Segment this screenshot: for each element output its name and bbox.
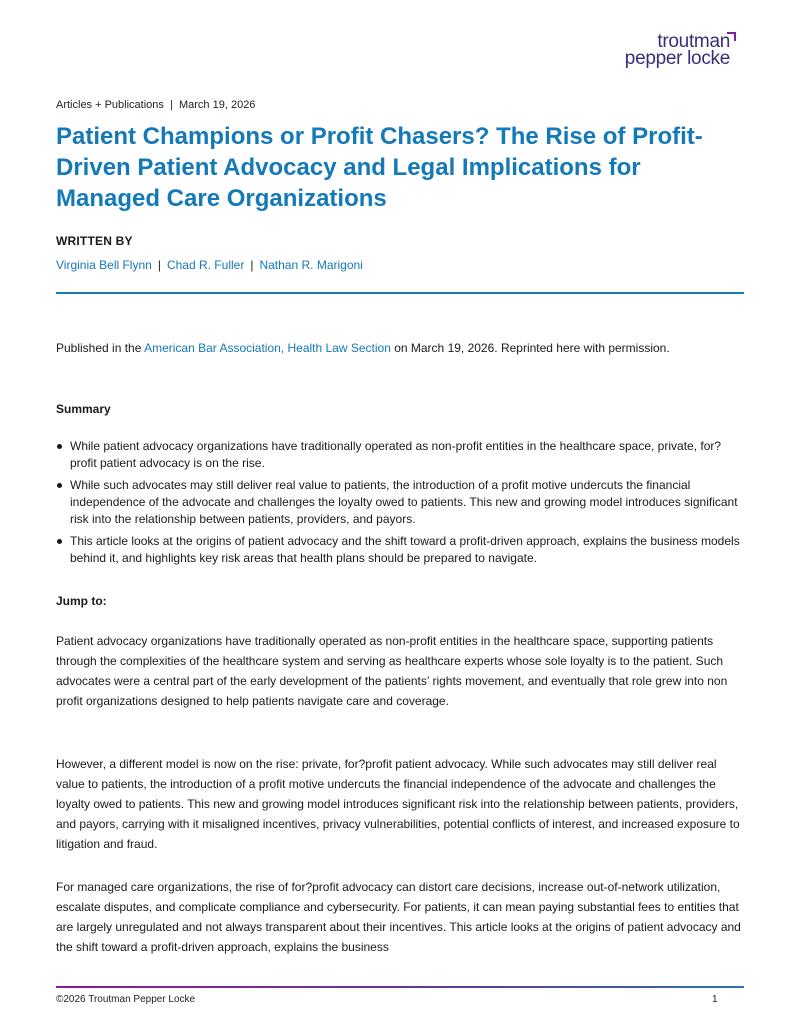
article-meta: Articles + Publications | March 19, 2026 — [56, 99, 256, 111]
header-divider — [56, 292, 744, 294]
author-separator: | — [157, 258, 161, 272]
footer-copyright: ©2026 Troutman Pepper Locke — [56, 994, 196, 1005]
author-separator: | — [250, 258, 254, 272]
summary-list — [56, 438, 746, 567]
author-link[interactable]: Virginia Bell Flynn — [56, 258, 152, 272]
body-paragraph: However, a different model is now on the rise: private, for?profit patient advocacy. While such advocates may still deliver real value to patients, the introduction of a profit motive undercuts the financial independence of the advocate and challenges the loyalty owed to patients. This new and growing model introduces significant risk into the relationship between patients, providers, and payors, carrying with it misaligned incentives, privacy vulnerabilities, potential conflicts of interest, and increased exposure to litigation and fraud. — [56, 757, 740, 851]
footer-divider — [56, 986, 744, 988]
page-number: 1 — [712, 994, 718, 1005]
summary-bullet: While patient advocacy organizations have traditionally operated as non-profit entities in the healthcare space, private, for?profit patient advocacy is on the rise. — [56, 438, 746, 472]
publication-note — [56, 338, 746, 358]
logo-line-2: pepper locke — [624, 48, 730, 69]
publication-link[interactable]: American Bar Association, Health Law Section — [144, 341, 391, 355]
publication-prefix: Published in the — [56, 341, 145, 355]
article-title: Patient Champions or Profit Chasers? The Rise of Profit-Driven Patient Advocacy and Legal Implications for Managed Care Organizations — [56, 123, 703, 212]
author-link[interactable]: Nathan R. Marigoni — [259, 258, 363, 272]
logo-line-1: troutman — [657, 31, 730, 52]
summary-heading: Summary — [56, 402, 111, 416]
jump-to-heading: Jump to: — [56, 594, 107, 608]
body-paragraph: For managed care organizations, the rise of for?profit advocacy can distort care decisions, increase out-of-network utilization, escalate disputes, and complicate compliance and cybersecurity. For patients, it can mean paying substantial fees to entities that are largely unregulated and not always transparent about their incentives. This article looks at the origins of patient advocacy and the shift toward a profit-driven approach, explains the business — [56, 880, 741, 954]
body-paragraph: Patient advocacy organizations have traditionally operated as non-profit entities in the healthcare space, supporting patients through the complexities of the healthcare system and serving as healthcare experts whose sole loyalty is to the patient. Such advocates were a central part of the early development of the patients’ rights movement, and eventually that role grew into non profit organizations designed to help patients navigate care and coverage. — [56, 634, 728, 708]
summary-bullet: While such advocates may still deliver real value to patients, the introduction of a profit motive undercuts the financial independence of the advocate and challenges the loyalty owed to patients. This new and growing model introduces significant risk into the relationship between patients, providers, and payors. — [56, 477, 746, 528]
written-by-label: WRITTEN BY — [56, 234, 133, 248]
author-link[interactable]: Chad R. Fuller — [166, 258, 245, 272]
publication-suffix: on March 19, 2026. Reprinted here with permission. — [390, 341, 670, 355]
author-list — [56, 258, 363, 272]
summary-bullet: This article looks at the origins of patient advocacy and the shift toward a profit-driven approach, explains the business models behind it, and highlights key risk areas that health plans should be prepared to navigate. — [56, 533, 746, 567]
firm-logo — [616, 32, 736, 74]
